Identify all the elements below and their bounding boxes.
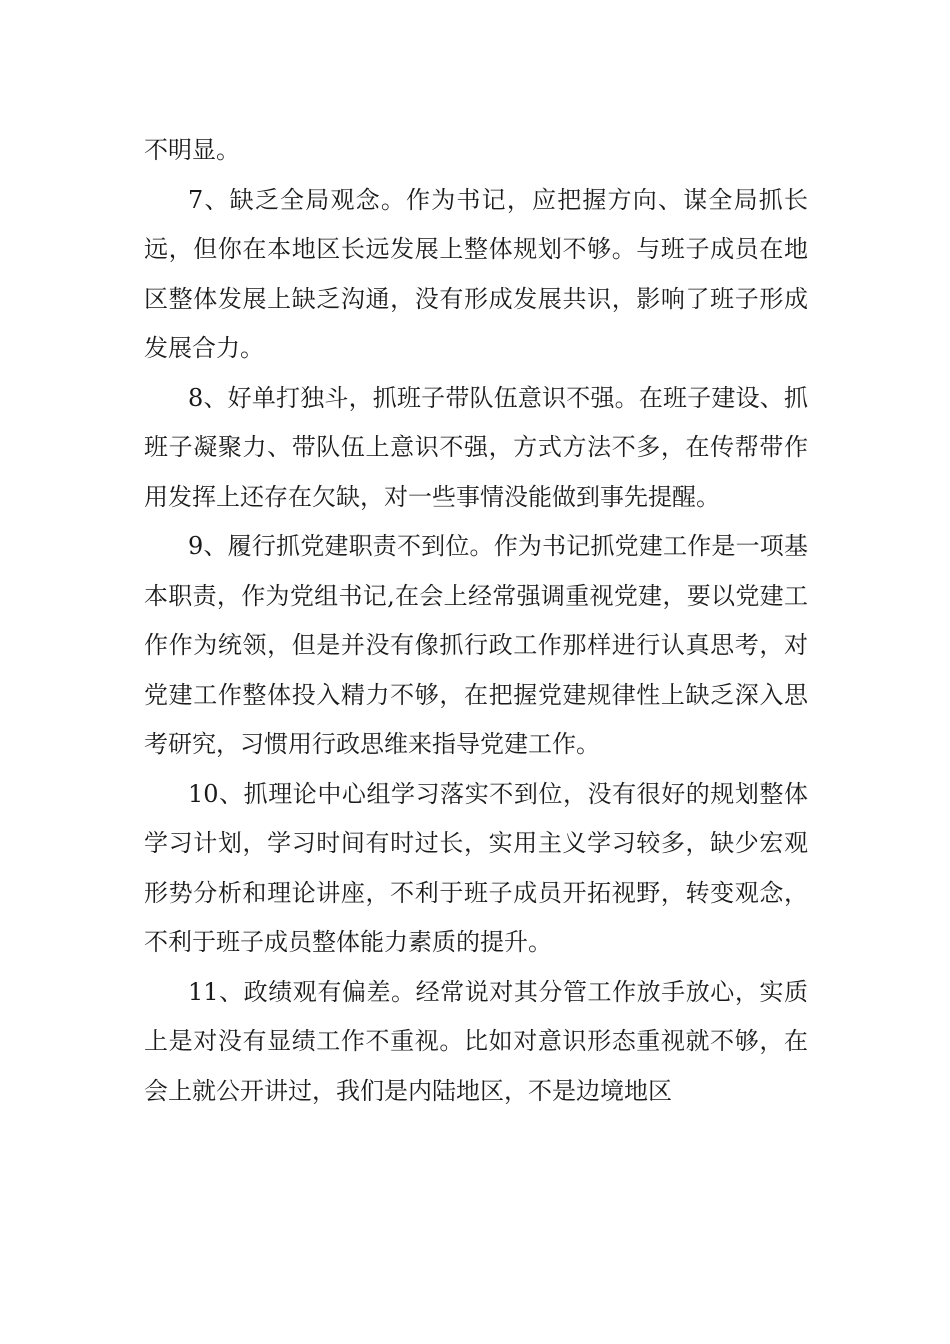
paragraph-7: 7、缺乏全局观念。作为书记，应把握方向、谋全局抓长远，但你在本地区长远发展上整体规划不够。与班子成员在地区整体发展上缺乏沟通，没有形成发展共识，影响了班子形成发展合力。 [144, 185, 808, 362]
paragraph-10: 10、抓理论中心组学习落实不到位，没有很好的规划整体学习计划，学习时间有时过长，实用主义学习较多，缺少宏观形势分析和理论讲座，不利于班子成员开拓视野，转变观念，不利于班子成员整体能力素质的提升。 [144, 779, 808, 956]
document-body [144, 126, 808, 1116]
paragraph-9: 9、履行抓党建职责不到位。作为书记抓党建工作是一项基本职责，作为党组书记,在会上经常强调重视党建，要以党建工作作为统领，但是并没有像抓行政工作那样进行认真思考，对党建工作整体投入精力不够，在把握党建规律性上缺乏深入思考研究，习惯用行政思维来指导党建工作。 [144, 532, 808, 758]
paragraph-8: 8、好单打独斗，抓班子带队伍意识不强。在班子建设、抓班子凝聚力、带队伍上意识不强，方式方法不多，在传帮带作用发挥上还存在欠缺，对一些事情没能做到事先提醒。 [144, 383, 808, 511]
paragraph-continued: 不明显。 [144, 136, 240, 164]
paragraph-11: 11、政绩观有偏差。经常说对其分管工作放手放心，实质上是对没有显绩工作不重视。比如对意识形态重视就不够，在会上就公开讲过，我们是内陆地区，不是边境地区 [144, 977, 808, 1105]
